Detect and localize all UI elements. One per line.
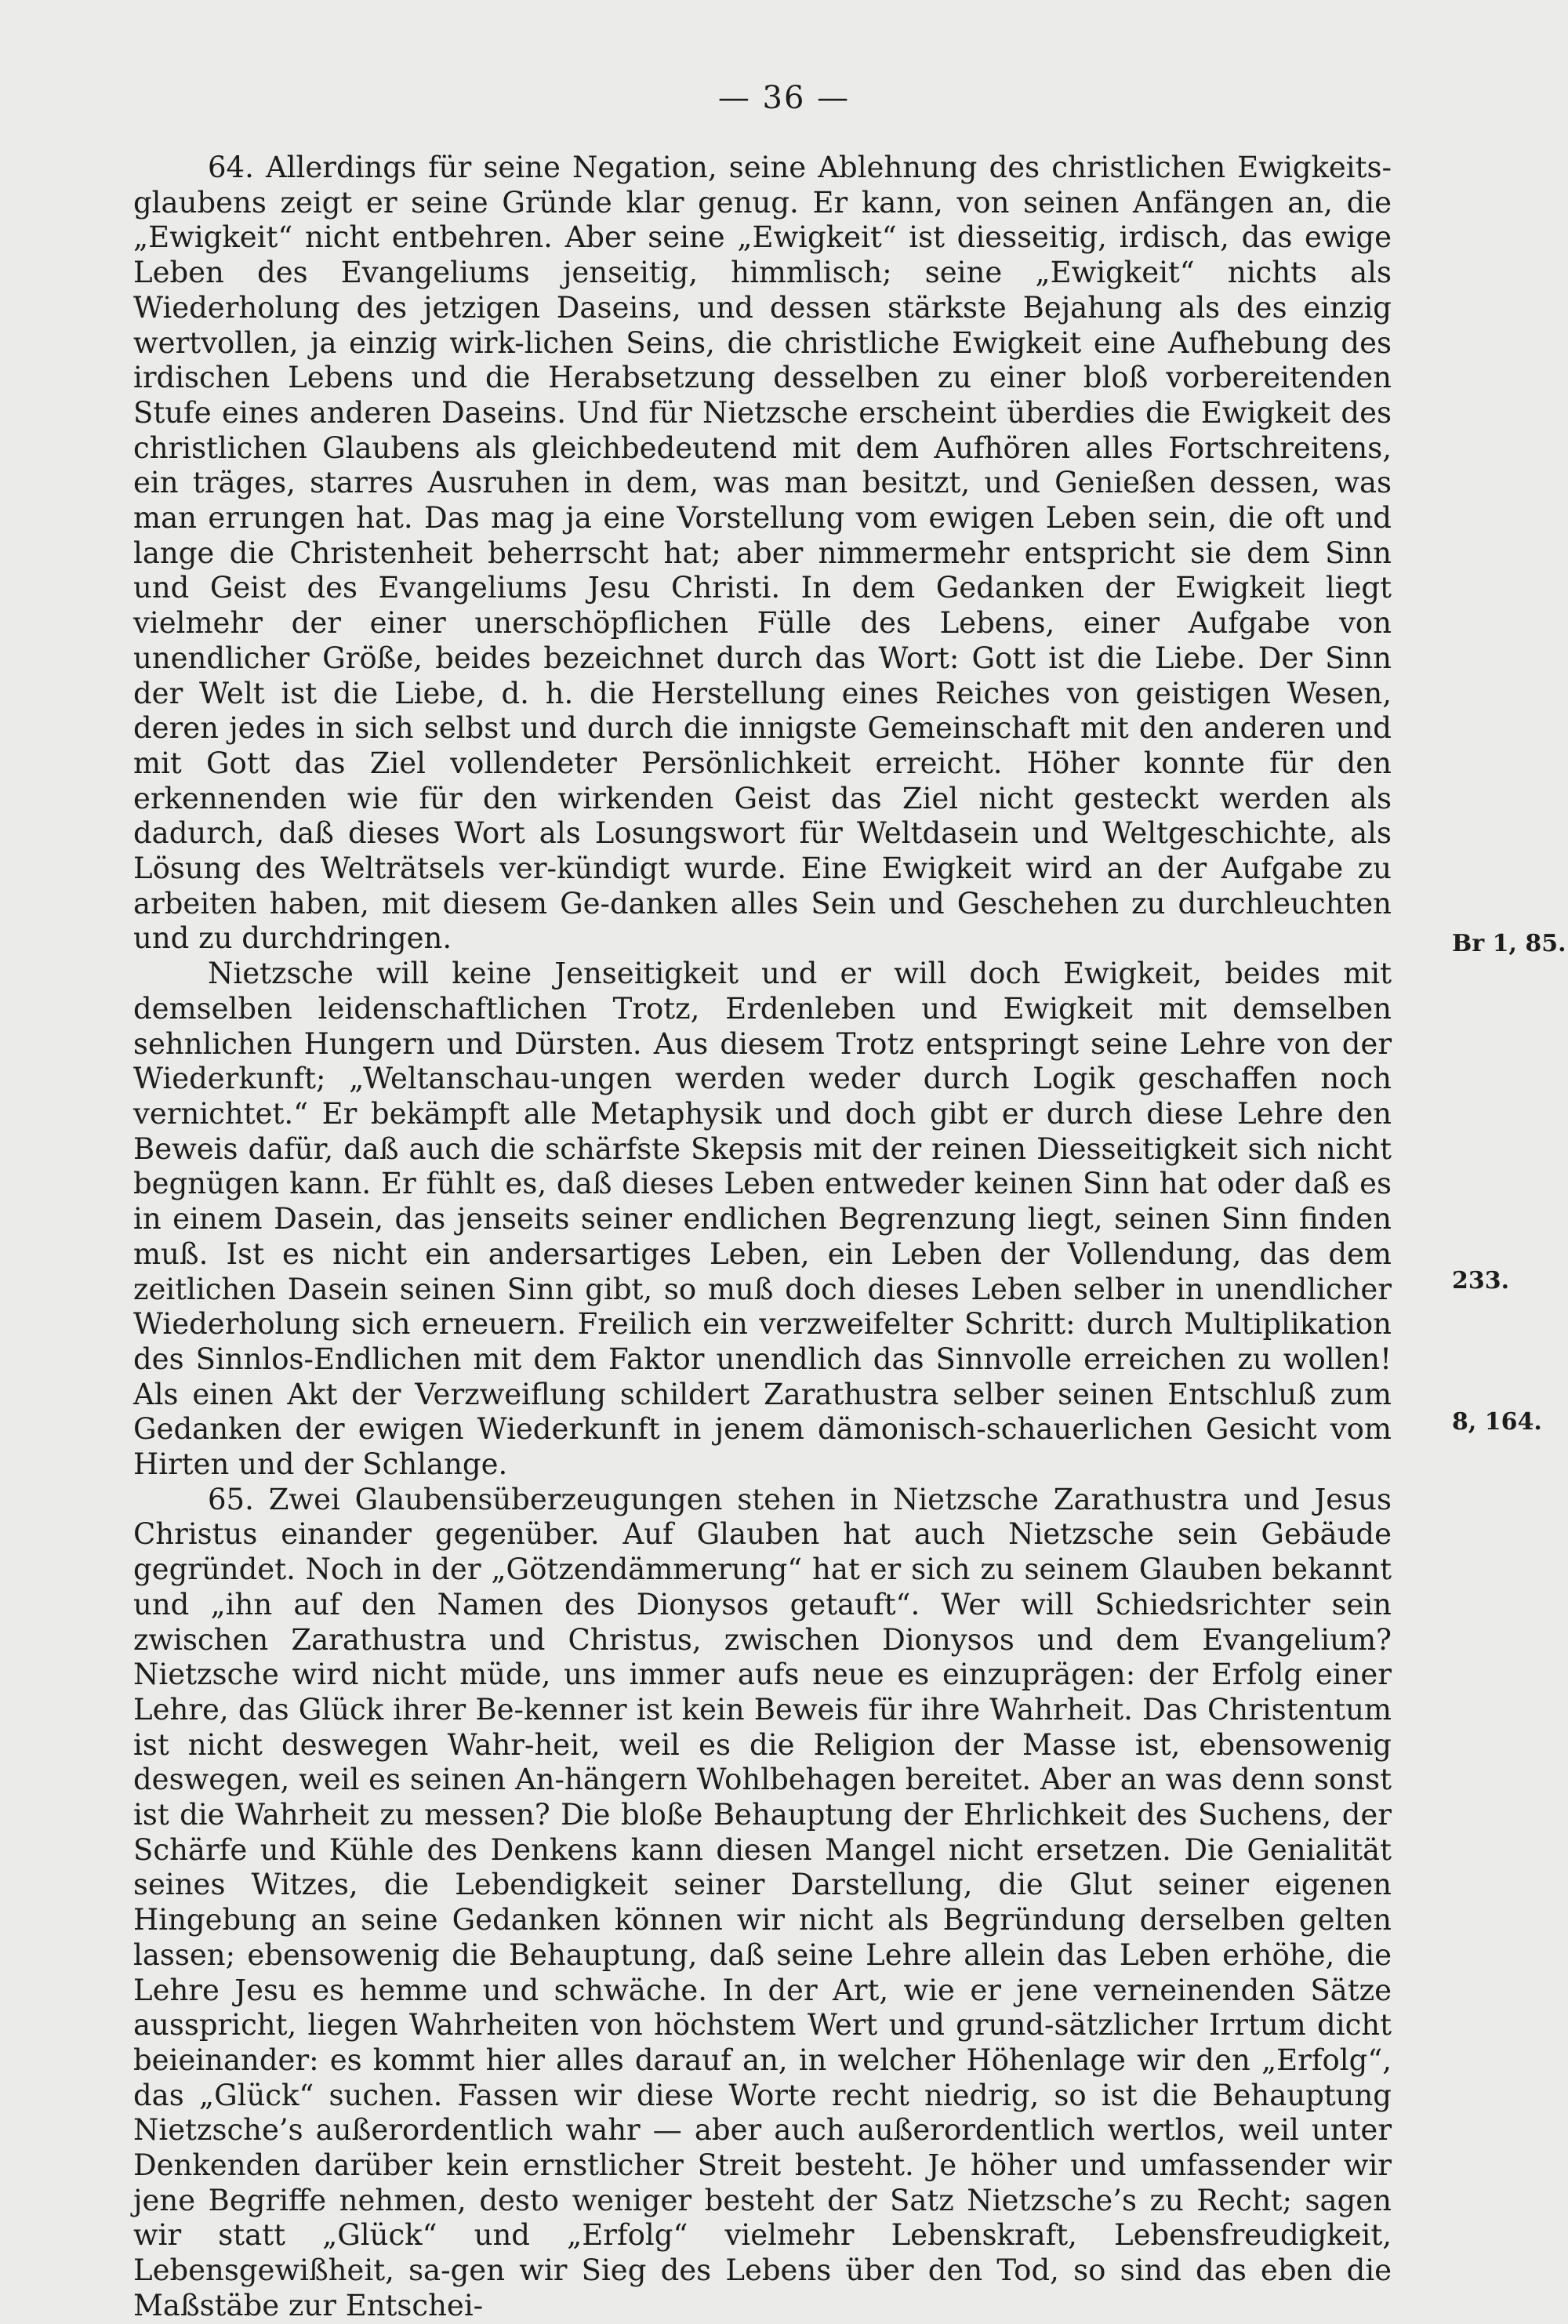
page-number: — 36 — bbox=[717, 80, 851, 116]
marginal-note-233: 233. bbox=[1452, 1267, 1510, 1295]
marginal-note-8-164: 8, 164. bbox=[1452, 1408, 1542, 1436]
paragraph-64: 64. Allerdings für seine Negation, seine Ablehnung des christlichen Ewigkeits-glaubens zeigt er seine Gründe klar genug. Er kann, von seinen Anfängen an, die „Ewigkeit“ nicht entbehren. Aber seine „Ewigkeit“ ist diesseitig, irdisch, das ewige Leben des Evangeliums jenseitig, himmlisch; seine „Ewigkeit“ nichts als Wiederholung des jetzigen Daseins, und dessen stärkste Bejahung als des einzig wertvollen, ja einzig wirk-lichen Seins, die christliche Ewigkeit eine Aufhebung des irdischen Lebens und die Herabsetzung desselben zu einer bloß vorbereitenden Stufe eines anderen Daseins. Und für Nietzsche erscheint überdies die Ewigkeit des christlichen Glaubens als gleichbedeutend mit dem Aufhören alles Fortschreitens, ein träges, starres Ausruhen in dem, was man besitzt, und Genießen dessen, was man errungen hat. Das mag ja eine Vorstellung vom ewigen Leben sein, die oft und lange die Christenheit beherrscht hat; aber nimmermehr entspricht sie dem Sinn und Geist des Evangeliums Jesu Christi. In dem Gedanken der Ewigkeit liegt vielmehr der einer unerschöpflichen Fülle des Lebens, einer Aufgabe von unendlicher Größe, beides bezeichnet durch das Wort: Gott ist die Liebe. Der Sinn der Welt ist die Liebe, d. h. die Herstellung eines Reiches von geistigen Wesen, deren jedes in sich selbst und durch die innigste Gemeinschaft mit den anderen und mit Gott das Ziel vollendeter Persönlichkeit erreicht. Höher konnte für den erkennenden wie für den wirkenden Geist das Ziel nicht gesteckt werden als dadurch, daß dieses Wort als Losungswort für Weltdasein und Weltgeschichte, als Lösung des Welträtsels ver-kündigt wurde. Eine Ewigkeit wird an der Aufgabe zu arbeiten haben, mit diesem Ge-danken alles Sein und Geschehen zu durchleuchten und zu durchdringen. bbox=[133, 151, 1392, 956]
paragraph-wiederkunft: Nietzsche will keine Jenseitigkeit und er will doch Ewigkeit, beides mit demselben leidenschaftlichen Trotz, Erdenleben und Ewigkeit mit demselben sehnlichen Hungern und Dürsten. Aus diesem Trotz entspringt seine Lehre von der Wiederkunft; „Weltanschau-ungen werden weder durch Logik geschaffen noch vernichtet.“ Er bekämpft alle Metaphysik und doch gibt er durch diese Lehre den Beweis dafür, daß auch die schärfste Skepsis mit der reinen Diesseitigkeit sich nicht begnügen kann. Er fühlt es, daß dieses Leben entweder keinen Sinn hat oder daß es in einem Dasein, das jenseits seiner endlichen Begrenzung liegt, seinen Sinn finden muß. Ist es nicht ein andersartiges Leben, ein Leben der Vollendung, das dem zeitlichen Dasein seinen Sinn gibt, so muß doch dieses Leben selber in unendlicher Wiederholung sich erneuern. Freilich ein verzweifelter Schritt: durch Multiplikation des Sinnlos-Endlichen mit dem Faktor unendlich das Sinnvolle erreichen zu wollen! Als einen Akt der Verzweiflung schildert Zarathustra selber seinen Entschluß zum Gedanken der ewigen Wiederkunft in jenem dämonisch-schauerlichen Gesicht vom Hirten und der Schlange. bbox=[133, 957, 1392, 1482]
paragraph-65: 65. Zwei Glaubensüberzeugungen stehen in Nietzsche Zarathustra und Jesus Christus einander gegenüber. Auf Glauben hat auch Nietzsche sein Gebäude gegründet. Noch in der „Götzendämmerung“ hat er sich zu seinem Glauben bekannt und „ihn auf den Namen des Dionysos getauft“. Wer will Schiedsrichter sein zwischen Zarathustra und Christus, zwischen Dionysos und dem Evangelium? Nietzsche wird nicht müde, uns immer aufs neue es einzuprägen: der Erfolg einer Lehre, das Glück ihrer Be-kenner ist kein Beweis für ihre Wahrheit. Das Christentum ist nicht deswegen Wahr-heit, weil es die Religion der Masse ist, ebensowenig deswegen, weil es seinen An-hängern Wohlbehagen bereitet. Aber an was denn sonst ist die Wahrheit zu messen? Die bloße Behauptung der Ehrlichkeit des Suchens, der Schärfe und Kühle des Denkens kann diesen Mangel nicht ersetzen. Die Genialität seines Witzes, die Lebendigkeit seiner Darstellung, die Glut seiner eigenen Hingebung an seine Gedanken können wir nicht als Begründung derselben gelten lassen; ebensowenig die Behauptung, daß seine Lehre allein das Leben erhöhe, die Lehre Jesu es hemme und schwäche. In der Art, wie er jene verneinenden Sätze ausspricht, liegen Wahrheiten von höchstem Wert und grund-sätzlicher Irrtum dicht beieinander: es kommt hier alles darauf an, in welcher Höhenlage wir den „Erfolg“, das „Glück“ suchen. Fassen wir diese Worte recht niedrig, so ist die Behauptung Nietzsche’s außerordentlich wahr — aber auch außerordentlich wertlos, weil unter Denkenden darüber kein ernstlicher Streit besteht. Je höher und umfassender wir jene Begriffe nehmen, desto weniger besteht der Satz Nietzsche’s zu Recht; sagen wir statt „Glück“ und „Erfolg“ vielmehr Lebenskraft, Lebensfreudigkeit, Lebensgewißheit, sa-gen wir Sieg des Lebens über den Tod, so sind das eben die Maßstäbe zur Entschei- bbox=[133, 1482, 1392, 2322]
body-text bbox=[133, 151, 1392, 2322]
marginal-note-br: Br 1, 85. bbox=[1452, 930, 1566, 957]
